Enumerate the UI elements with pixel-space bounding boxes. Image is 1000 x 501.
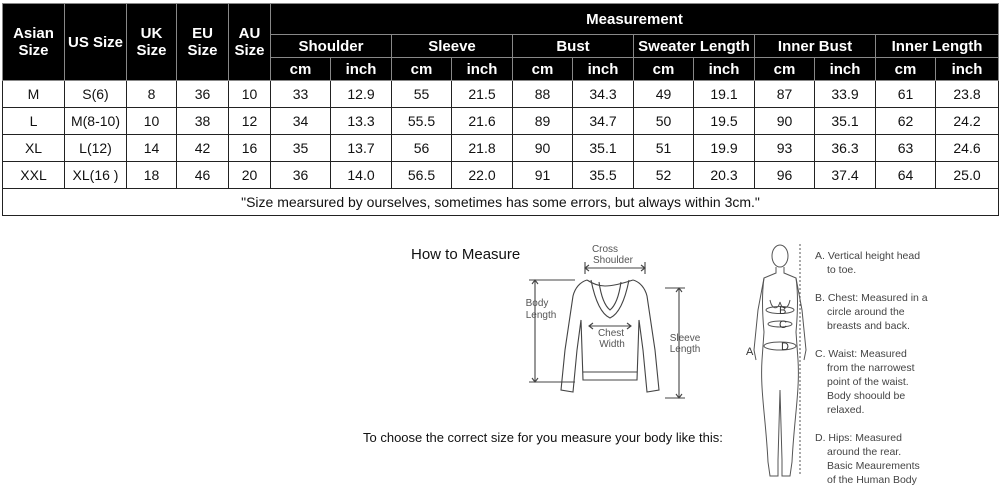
table-cell: 19.1 xyxy=(694,81,755,108)
header-unit-cm: cm xyxy=(755,58,815,81)
table-cell: 14 xyxy=(127,135,177,162)
header-unit-inch: inch xyxy=(452,58,513,81)
header-eu-size: EU Size xyxy=(177,4,229,81)
table-cell: 96 xyxy=(755,162,815,189)
table-cell: M(8-10) xyxy=(65,108,127,135)
header-unit-inch: inch xyxy=(815,58,876,81)
header-unit-cm: cm xyxy=(634,58,694,81)
header-unit-inch: inch xyxy=(694,58,755,81)
table-cell: 13.3 xyxy=(331,108,392,135)
sleeve-length-label-2: Length xyxy=(669,344,701,355)
measurement-note xyxy=(815,431,995,487)
table-cell: 34.3 xyxy=(573,81,634,108)
header-group: Inner Bust xyxy=(755,35,876,58)
note-line: Body shoould be xyxy=(827,390,906,402)
table-row xyxy=(3,108,999,135)
body-letter-b: B xyxy=(779,305,787,317)
table-cell: 35 xyxy=(271,135,331,162)
note-line: around the rear. xyxy=(827,446,902,458)
note-title: C. Waist: Measured xyxy=(815,348,907,360)
header-measurement: Measurement xyxy=(271,4,999,35)
measurement-note xyxy=(815,291,995,333)
table-cell: 90 xyxy=(755,108,815,135)
table-cell: 24.6 xyxy=(936,135,999,162)
table-cell: 21.5 xyxy=(452,81,513,108)
table-cell: 22.0 xyxy=(452,162,513,189)
table-cell: 33 xyxy=(271,81,331,108)
table-cell: 8 xyxy=(127,81,177,108)
table-cell: 19.9 xyxy=(694,135,755,162)
table-cell: 19.5 xyxy=(694,108,755,135)
body-letter-c: C xyxy=(779,319,787,331)
table-cell: 56.5 xyxy=(392,162,452,189)
table-cell: 52 xyxy=(634,162,694,189)
table-cell: 61 xyxy=(876,81,936,108)
how-to-measure-title: How to Measure xyxy=(411,246,521,263)
body-measure-figure xyxy=(740,240,815,485)
header-au-size: AU Size xyxy=(229,4,271,81)
cross-shoulder-label-2: Shoulder xyxy=(592,255,634,266)
table-cell: 23.8 xyxy=(936,81,999,108)
table-cell: 49 xyxy=(634,81,694,108)
note-line: point of the waist. xyxy=(827,376,909,388)
table-cell: 90 xyxy=(513,135,573,162)
note-line: Basic Meaurements xyxy=(827,460,920,472)
table-cell: 33.9 xyxy=(815,81,876,108)
table-cell: 12 xyxy=(229,108,271,135)
header-group: Sweater Length xyxy=(634,35,755,58)
table-cell: 36.3 xyxy=(815,135,876,162)
table-cell: 35.1 xyxy=(815,108,876,135)
table-cell: M xyxy=(3,81,65,108)
header-unit-cm: cm xyxy=(392,58,452,81)
header-group: Shoulder xyxy=(271,35,392,58)
body-length-label-2: Length xyxy=(525,310,557,321)
note-line: to toe. xyxy=(827,264,857,276)
header-unit-inch: inch xyxy=(936,58,999,81)
table-cell: 25.0 xyxy=(936,162,999,189)
note-line: circle around the xyxy=(827,306,905,318)
header-unit-cm: cm xyxy=(513,58,573,81)
table-cell: 10 xyxy=(127,108,177,135)
table-row xyxy=(3,81,999,108)
table-cell: 34.7 xyxy=(573,108,634,135)
measurement-note xyxy=(815,347,995,417)
table-cell: 37.4 xyxy=(815,162,876,189)
table-row xyxy=(3,135,999,162)
measurement-note xyxy=(815,249,995,277)
header-group: Bust xyxy=(513,35,634,58)
table-cell: L xyxy=(3,108,65,135)
table-cell: 55.5 xyxy=(392,108,452,135)
chest-width-label-2: Width xyxy=(599,339,625,350)
table-cell: 20.3 xyxy=(694,162,755,189)
header-group: Sleeve xyxy=(392,35,513,58)
chest-width-label-1: Chest xyxy=(597,328,625,339)
table-cell: 46 xyxy=(177,162,229,189)
table-cell: XL xyxy=(3,135,65,162)
header-unit-cm: cm xyxy=(876,58,936,81)
table-cell: L(12) xyxy=(65,135,127,162)
table-cell: 13.7 xyxy=(331,135,392,162)
note-line: of the Human Body xyxy=(827,474,917,486)
header-group: Inner Length xyxy=(876,35,999,58)
size-chart-table xyxy=(2,3,999,216)
table-cell: 21.8 xyxy=(452,135,513,162)
sleeve-length-label-1: Sleeve xyxy=(669,333,701,344)
note-line: from the narrowest xyxy=(827,362,915,374)
header-unit-inch: inch xyxy=(331,58,392,81)
note-title: D. Hips: Measured xyxy=(815,432,902,444)
table-cell: S(6) xyxy=(65,81,127,108)
choose-size-instruction: To choose the correct size for you measure your body like this: xyxy=(363,430,723,445)
table-cell: 10 xyxy=(229,81,271,108)
table-cell: 16 xyxy=(229,135,271,162)
header-uk-size: UK Size xyxy=(127,4,177,81)
table-cell: XXL xyxy=(3,162,65,189)
table-cell: XL(16 ) xyxy=(65,162,127,189)
sweater-measure-diagram xyxy=(515,240,715,410)
table-cell: 18 xyxy=(127,162,177,189)
table-cell: 89 xyxy=(513,108,573,135)
table-cell: 42 xyxy=(177,135,229,162)
measurement-notes xyxy=(815,249,995,501)
body-letter-d: D xyxy=(781,341,789,353)
header-unit-inch: inch xyxy=(573,58,634,81)
table-cell: 14.0 xyxy=(331,162,392,189)
note-title: A. Vertical height head xyxy=(815,250,921,262)
table-cell: 38 xyxy=(177,108,229,135)
table-cell: 50 xyxy=(634,108,694,135)
note-line: relaxed. xyxy=(827,404,865,416)
table-cell: 36 xyxy=(177,81,229,108)
note-line: breasts and back. xyxy=(827,320,910,332)
table-cell: 34 xyxy=(271,108,331,135)
body-letter-a: A xyxy=(746,346,754,358)
table-cell: 35.5 xyxy=(573,162,634,189)
table-cell: 91 xyxy=(513,162,573,189)
body-length-label-1: Body xyxy=(525,298,549,309)
table-cell: 36 xyxy=(271,162,331,189)
table-cell: 20 xyxy=(229,162,271,189)
table-cell: 21.6 xyxy=(452,108,513,135)
table-cell: 35.1 xyxy=(573,135,634,162)
header-unit-cm: cm xyxy=(271,58,331,81)
table-cell: 64 xyxy=(876,162,936,189)
table-cell: 12.9 xyxy=(331,81,392,108)
table-cell: 62 xyxy=(876,108,936,135)
table-row xyxy=(3,162,999,189)
table-cell: 88 xyxy=(513,81,573,108)
table-cell: 24.2 xyxy=(936,108,999,135)
header-asian-size: Asian Size xyxy=(3,4,65,81)
table-cell: 56 xyxy=(392,135,452,162)
header-us-size: US Size xyxy=(65,4,127,81)
cross-shoulder-label-1: Cross xyxy=(591,244,619,255)
table-cell: 51 xyxy=(634,135,694,162)
table-cell: 63 xyxy=(876,135,936,162)
table-note: "Size mearsured by ourselves, sometimes has some errors, but always within 3cm." xyxy=(3,189,999,216)
note-title: B. Chest: Measured in a xyxy=(815,292,928,304)
table-cell: 55 xyxy=(392,81,452,108)
table-cell: 93 xyxy=(755,135,815,162)
table-cell: 87 xyxy=(755,81,815,108)
